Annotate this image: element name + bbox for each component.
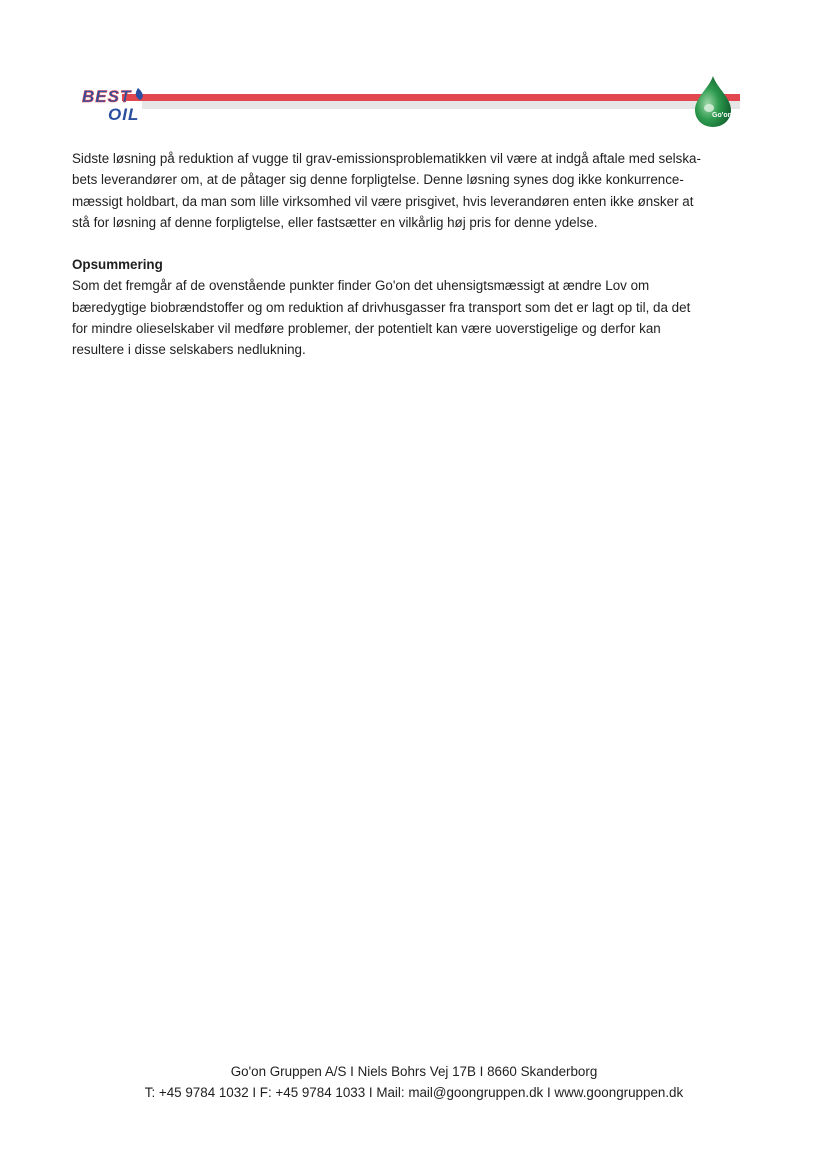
letter-footer (0, 1061, 828, 1103)
footer-contact: T: +45 9784 1032 I F: +45 9784 1033 I Mail: mail@goongruppen.dk I www.goongruppen.dk (144, 1085, 684, 1100)
best-oil-logo (72, 80, 162, 124)
text-line: Sidste løsning på reduktion af vugge til grav-emissionsproblematikken vil være at indgå aftale med selska- (72, 151, 701, 166)
goon-logo-text: Go'on (712, 112, 732, 119)
goon-drop-logo (687, 74, 739, 128)
letterhead (72, 74, 742, 128)
paragraph-summary (72, 275, 732, 360)
text-line: Som det fremgår af de ovenstående punkter finder Go'on det uhensigtsmæssigt at ændre Lov om (72, 278, 650, 294)
section-heading-summary: Opsummering (72, 257, 163, 273)
text-line: bets leverandører om, at de påtager sig denne forpligtelse. Denne løsning synes dog ikke konkurrence- (72, 172, 684, 188)
text-line: for mindre olieselskaber vil medføre problemer, der potentielt kan være uoverstigelige og derfor kan (72, 321, 661, 337)
header-grey-stripe (142, 101, 740, 109)
flame-icon (136, 88, 143, 100)
text-line: resultere i disse selskabers nedlukning. (72, 342, 306, 358)
letter-body (72, 148, 732, 361)
oil-drop-icon (695, 76, 731, 127)
best-oil-logo-top-text: BEST (82, 87, 132, 106)
header-red-stripe (122, 94, 740, 101)
best-oil-logo-bottom-text: OIL (108, 105, 140, 124)
paragraph-solution (72, 148, 732, 233)
drop-highlight-icon (704, 104, 714, 112)
text-line: bæredygtige biobrændstoffer og om reduktion af drivhusgasser fra transport som det er lagt op til, da det (72, 299, 691, 315)
text-line: stå for løsning af denne forpligtelse, eller fastsætter en vilkårlig høj pris for denne ydelse. (72, 214, 598, 230)
footer-address: Go'on Gruppen A/S I Niels Bohrs Vej 17B I 8660 Skanderborg (230, 1064, 598, 1079)
text-line: mæssigt holdbart, da man som lille virksomhed vil være prisgivet, hvis leverandøren enten ikke ønsker at (72, 193, 694, 209)
